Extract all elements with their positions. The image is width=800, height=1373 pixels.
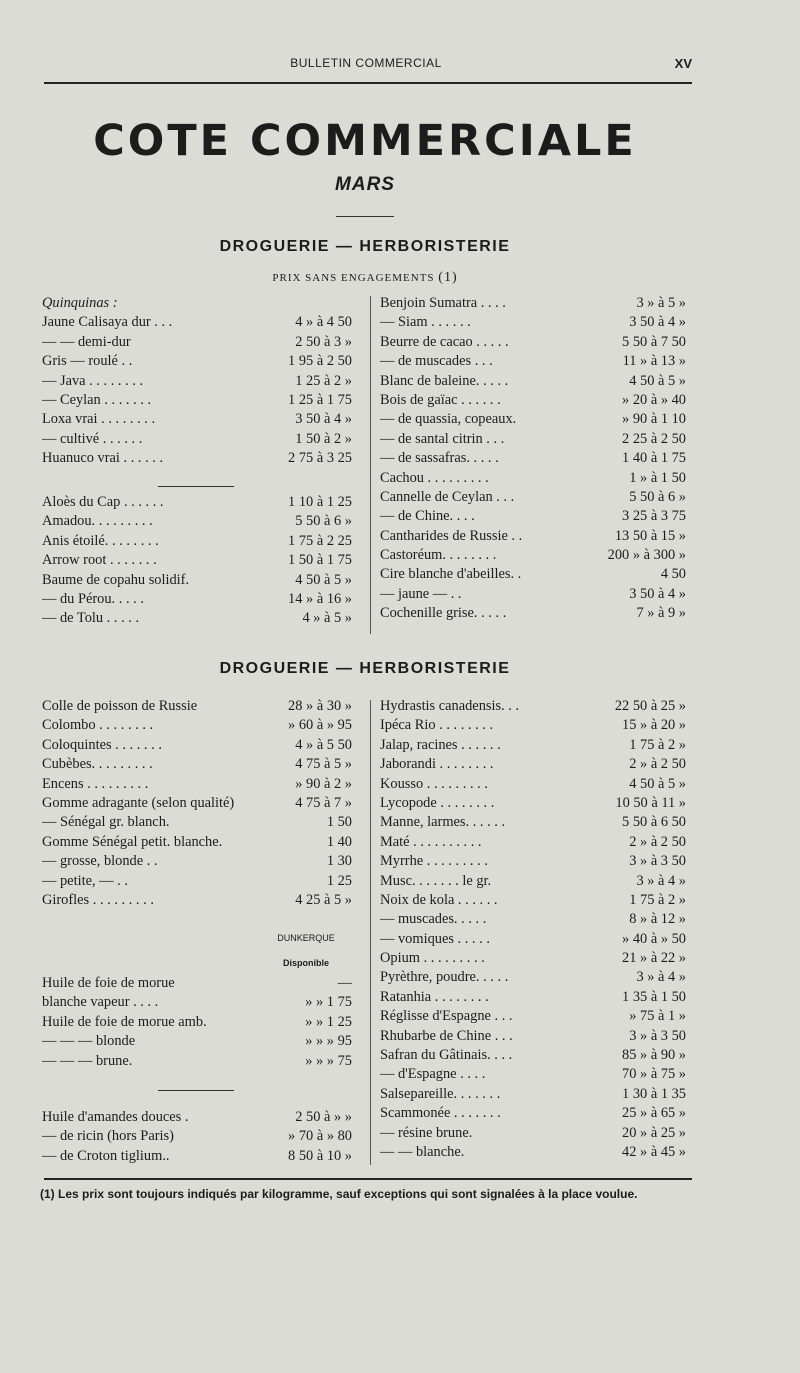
footnote-rule [44, 1178, 692, 1180]
item-name: — du Pérou. . . . . [42, 590, 144, 607]
item-price: 2 » à 2 50 [629, 833, 686, 850]
item-name: — Ceylan . . . . . . . [42, 391, 152, 408]
price-row [380, 794, 698, 813]
item-name: — — blanche. [380, 1143, 465, 1160]
price-row [380, 1046, 698, 1065]
item-name: — de muscades . . . [380, 353, 493, 370]
item-name: — grosse, blonde . . [42, 853, 158, 870]
price-row [42, 852, 360, 871]
price-row [42, 449, 360, 468]
item-price: 42 » à 45 » [622, 1143, 686, 1160]
price-row [42, 891, 360, 910]
header-rule [44, 82, 692, 84]
item-price: 2 75 à 3 25 [288, 450, 352, 467]
item-name: — d'Espagne . . . . [380, 1066, 486, 1083]
item-name: Arrow root . . . . . . . [42, 552, 157, 569]
item-price: » 40 à » 50 [622, 930, 686, 947]
item-price: 22 50 à 25 » [614, 698, 686, 714]
price-list-left-top-b [42, 493, 360, 629]
price-list-right-bottom [380, 697, 698, 1162]
item-price: 2 50 à » » [295, 1109, 352, 1125]
item-name: Myrrhe . . . . . . . . . [380, 853, 488, 870]
item-name: Musc. . . . . . . le gr. [380, 872, 492, 889]
item-name: — — — blonde [42, 1033, 136, 1050]
price-list-left-bottom-a [42, 697, 360, 910]
item-name: Opium . . . . . . . . . [380, 950, 485, 967]
price-row [380, 755, 698, 774]
item-price: 1 75 à 2 » [629, 736, 686, 753]
title-divider [336, 216, 394, 217]
price-row [42, 993, 360, 1012]
item-name: Cubèbes. . . . . . . . . [42, 756, 153, 773]
item-price: 4 75 à 5 » [295, 756, 352, 773]
item-price: 1 40 [326, 833, 352, 850]
price-row [42, 755, 360, 774]
item-price: » » » 95 [305, 1033, 352, 1050]
item-name: Maté . . . . . . . . . . [380, 833, 482, 850]
price-row [380, 930, 698, 949]
item-price: 2 25 à 2 50 [622, 430, 686, 447]
price-row [42, 512, 360, 531]
price-row [42, 571, 360, 590]
item-name: — résine brune. [380, 1124, 473, 1141]
price-row [380, 697, 698, 716]
item-price: 1 50 à 2 » [295, 430, 352, 447]
item-name: Cannelle de Ceylan . . . [380, 488, 515, 505]
item-name: Quinquinas : [42, 295, 118, 311]
item-name: Scammonée . . . . . . . [380, 1105, 501, 1122]
price-list-left-bottom-c [42, 1108, 360, 1166]
item-price: 1 75 à 2 » [629, 891, 686, 908]
item-name: Anis étoilé. . . . . . . . [42, 532, 159, 549]
price-row [42, 410, 360, 429]
item-price: 1 30 à 1 35 [622, 1085, 686, 1102]
item-price: » » » 75 [305, 1052, 352, 1069]
price-row [380, 527, 698, 546]
item-price: 21 » à 22 » [622, 950, 686, 967]
item-price: 1 25 à 2 » [295, 372, 352, 389]
item-price: 1 95 à 2 50 [288, 353, 352, 370]
item-price: 1 40 à 1 75 [622, 450, 686, 467]
price-row [42, 697, 360, 716]
item-price: 85 » à 90 » [622, 1047, 686, 1064]
item-price: 200 » à 300 » [607, 547, 686, 564]
item-price: 1 75 à 2 25 [288, 532, 352, 549]
item-name: — Sénégal gr. blanch. [42, 814, 170, 831]
item-price: 10 50 à 11 » [615, 794, 686, 811]
price-row [42, 609, 360, 628]
price-row [42, 813, 360, 832]
item-name: — de sassafras. . . . . [380, 450, 499, 467]
item-price: 5 50 à 6 50 [622, 814, 686, 831]
item-price: 20 » à 25 » [622, 1124, 686, 1141]
item-price: 4 50 à 5 » [295, 571, 352, 588]
price-subheading [0, 270, 730, 286]
item-price: 4 50 [660, 566, 686, 583]
price-row [42, 1052, 360, 1071]
item-price: 3 50 à 4 » [629, 585, 686, 602]
price-list-right-top [380, 294, 698, 624]
item-price: 4 » à 5 50 [295, 736, 352, 753]
price-row [42, 716, 360, 735]
item-name: Colle de poisson de Russie [42, 698, 198, 714]
price-row [42, 372, 360, 391]
price-row [42, 736, 360, 755]
price-row [42, 1032, 360, 1051]
dunkerque-sublabel: Disponible [282, 958, 329, 968]
item-price: 1 35 à 1 50 [622, 988, 686, 1005]
price-row [42, 551, 360, 570]
item-name: Jaune Calisaya dur . . . [42, 314, 173, 331]
dunkerque-column-header [252, 932, 360, 970]
item-price: 1 25 [326, 872, 352, 889]
footnote-reference: (1) [438, 270, 458, 285]
section-heading-2: DROGUERIE — HERBORISTERIE [219, 660, 511, 677]
price-row [380, 546, 698, 565]
price-row [380, 391, 698, 410]
price-row [42, 1127, 360, 1146]
running-title: BULLETIN COMMERCIAL [290, 56, 442, 70]
price-row [380, 507, 698, 526]
item-name: Baume de copahu solidif. [42, 571, 190, 588]
price-row [380, 333, 698, 352]
item-price: 5 50 à 6 » [629, 488, 686, 505]
item-name: Aloès du Cap . . . . . . [42, 494, 164, 510]
item-price: 3 50 à 4 » [295, 411, 352, 428]
item-price: » 60 à » 95 [288, 717, 352, 734]
price-row [380, 736, 698, 755]
column-divider-top [370, 296, 371, 634]
item-price: 3 » à 5 » [636, 295, 686, 311]
item-name: — — demi-dur [42, 333, 131, 350]
item-price: 1 30 [326, 853, 352, 870]
price-row [42, 1013, 360, 1032]
price-list-left-bottom-b [42, 974, 360, 1071]
item-name: Kousso . . . . . . . . . [380, 775, 488, 792]
price-row [42, 1147, 360, 1166]
item-price: 1 50 [326, 814, 352, 831]
item-name: Amadou. . . . . . . . . [42, 513, 153, 530]
price-row [380, 585, 698, 604]
item-name: Coloquintes . . . . . . . [42, 736, 162, 753]
item-name: — de ricin (hors Paris) [42, 1128, 174, 1145]
price-row [380, 891, 698, 910]
item-name: Benjoin Sumatra . . . . [380, 295, 506, 311]
price-row [42, 775, 360, 794]
item-price: 3 » à 4 » [636, 969, 686, 986]
item-price: 28 » à 30 » [288, 698, 352, 714]
column-divider-bottom [370, 700, 371, 1165]
item-name: — — — brune. [42, 1052, 133, 1069]
item-name: Safran du Gâtinais. . . . [380, 1047, 513, 1064]
price-row [380, 1124, 698, 1143]
item-price: 25 » à 65 » [622, 1105, 686, 1122]
item-name: Manne, larmes. . . . . . [380, 814, 506, 831]
item-price: — [337, 975, 352, 991]
dunkerque-label: DUNKERQUE [277, 933, 335, 943]
price-row [380, 469, 698, 488]
item-price: 5 50 à 7 50 [622, 333, 686, 350]
item-price: » » 1 75 [305, 994, 352, 1011]
item-price: » 90 à 1 10 [622, 411, 686, 428]
price-row [42, 1108, 360, 1127]
item-name: — de quassia, copeaux. [380, 411, 517, 428]
price-row [42, 794, 360, 813]
price-row [42, 294, 360, 313]
item-price: » 90 à 2 » [295, 775, 352, 792]
item-price: 3 25 à 3 75 [622, 508, 686, 525]
item-price: 13 50 à 15 » [614, 527, 686, 544]
price-row [380, 968, 698, 987]
item-name: Girofles . . . . . . . . . [42, 891, 154, 908]
item-price: 1 25 à 1 75 [288, 391, 352, 408]
item-price: 4 50 à 5 » [629, 775, 686, 792]
price-row [380, 1143, 698, 1162]
item-name: Rhubarbe de Chine . . . [380, 1027, 513, 1044]
running-header [40, 56, 692, 74]
item-price: 5 50 à 6 » [295, 513, 352, 530]
item-price: 3 » à 3 50 [629, 1027, 686, 1044]
item-name: Cire blanche d'abeilles. . [380, 566, 522, 583]
item-price: 70 » à 75 » [622, 1066, 686, 1083]
item-name: — jaune — . . [380, 585, 462, 602]
footnote: (1) Les prix sont toujours indiqués par kilogramme, sauf exceptions qui sont signalées à la place voulue. [40, 1187, 638, 1201]
item-name: Huile de foie de morue [42, 975, 175, 991]
item-price: » 20 à » 40 [622, 391, 686, 408]
section-heading-1: DROGUERIE — HERBORISTERIE [219, 238, 511, 255]
price-row [380, 716, 698, 735]
item-price: 3 50 à 4 » [629, 314, 686, 331]
price-row [380, 988, 698, 1007]
item-name: Ratanhia . . . . . . . . [380, 988, 489, 1005]
item-price: » 75 à 1 » [629, 1008, 686, 1025]
item-price: 8 50 à 10 » [288, 1147, 352, 1164]
price-row [42, 333, 360, 352]
price-row [380, 313, 698, 332]
item-price: 1 50 à 1 75 [288, 552, 352, 569]
item-price: 1 » à 1 50 [629, 469, 686, 486]
item-name: Cantharides de Russie . . [380, 527, 523, 544]
item-name: — de Chine. . . . [380, 508, 475, 525]
item-name: Ipéca Rio . . . . . . . . [380, 717, 494, 734]
price-row [380, 604, 698, 623]
price-row [42, 833, 360, 852]
page-number: XV [674, 56, 692, 71]
price-row [380, 1104, 698, 1123]
price-row [380, 872, 698, 891]
price-row [380, 833, 698, 852]
group-divider [158, 1090, 234, 1091]
item-name: Huile d'amandes douces . [42, 1109, 189, 1125]
price-row [42, 313, 360, 332]
item-name: — petite, — . . [42, 872, 128, 889]
item-price: 4 » à 5 » [302, 610, 352, 627]
item-name: Jaborandi . . . . . . . . [380, 756, 494, 773]
price-row [42, 974, 360, 993]
price-row [42, 532, 360, 551]
item-price: » 70 à » 80 [288, 1128, 352, 1145]
item-name: — vomiques . . . . . [380, 930, 490, 947]
price-row [380, 352, 698, 371]
item-name: Cochenille grise. . . . . [380, 605, 507, 622]
item-name: Réglisse d'Espagne . . . [380, 1008, 513, 1025]
price-row [380, 449, 698, 468]
price-row [380, 565, 698, 584]
item-name: Colombo . . . . . . . . [42, 717, 154, 734]
item-name: Hydrastis canadensis. . . [380, 698, 520, 714]
item-price: 4 75 à 7 » [295, 794, 352, 811]
item-name: Gomme adragante (selon qualité) [42, 794, 235, 811]
item-name: Jalap, racines . . . . . . [380, 736, 501, 753]
item-name: — muscades. . . . . [380, 911, 487, 928]
subheading-text: PRIX SANS ENGAGEMENTS [272, 272, 435, 284]
item-price: 11 » à 13 » [622, 353, 686, 370]
item-name: Bois de gaïac . . . . . . [380, 391, 501, 408]
item-price: 15 » à 20 » [622, 717, 686, 734]
month-heading: MARS [335, 174, 395, 195]
item-name: Huile de foie de morue amb. [42, 1013, 207, 1030]
group-divider [158, 486, 234, 487]
item-price: 3 » à 3 50 [629, 853, 686, 870]
price-list-left-top-a [42, 294, 360, 469]
item-name: Loxa vrai . . . . . . . . [42, 411, 156, 428]
price-row [380, 372, 698, 391]
price-row [380, 1085, 698, 1104]
item-name: — de santal citrin . . . [380, 430, 505, 447]
price-row [380, 294, 698, 313]
price-row [42, 352, 360, 371]
item-price: 2 » à 2 50 [629, 756, 686, 773]
price-row [42, 493, 360, 512]
price-row [42, 872, 360, 891]
item-name: blanche vapeur . . . . [42, 994, 159, 1011]
price-row [380, 410, 698, 429]
item-name: Noix de kola . . . . . . [380, 891, 498, 908]
price-row [42, 590, 360, 609]
price-row [380, 852, 698, 871]
price-row [380, 430, 698, 449]
item-name: Salsepareille. . . . . . . [380, 1085, 501, 1102]
item-price: 8 » à 12 » [629, 911, 686, 928]
price-row [380, 910, 698, 929]
item-name: Beurre de cacao . . . . . [380, 333, 509, 350]
item-name: — de Croton tiglium.. [42, 1147, 170, 1164]
item-name: — de Tolu . . . . . [42, 610, 140, 627]
item-name: — cultivé . . . . . . [42, 430, 143, 447]
item-price: 7 » à 9 » [636, 605, 686, 622]
item-name: Gomme Sénégal petit. blanche. [42, 833, 223, 850]
item-name: Huanuco vrai . . . . . . [42, 450, 164, 467]
item-name: Castoréum. . . . . . . . [380, 547, 497, 564]
price-row [380, 775, 698, 794]
item-name: Encens . . . . . . . . . [42, 775, 149, 792]
item-name: — Java . . . . . . . . [42, 372, 144, 389]
page-title: COTE COMMERCIALE [93, 116, 637, 166]
item-name: Blanc de baleine. . . . . [380, 372, 509, 389]
item-name: Pyrèthre, poudre. . . . . [380, 969, 509, 986]
item-price: 4 25 à 5 » [295, 891, 352, 908]
item-price: 2 50 à 3 » [295, 333, 352, 350]
item-name: Cachou . . . . . . . . . [380, 469, 489, 486]
price-row [42, 391, 360, 410]
price-row [380, 813, 698, 832]
item-name: Gris — roulé . . [42, 353, 133, 370]
item-price: 1 10 à 1 25 [288, 494, 352, 510]
item-price: 4 50 à 5 » [629, 372, 686, 389]
item-price: 14 » à 16 » [288, 590, 352, 607]
item-name: Lycopode . . . . . . . . [380, 794, 495, 811]
price-row [380, 1027, 698, 1046]
price-row [380, 1065, 698, 1084]
price-row [380, 949, 698, 968]
item-price: » » 1 25 [305, 1013, 352, 1030]
price-row [380, 1007, 698, 1026]
item-name: — Siam . . . . . . [380, 314, 471, 331]
price-row [42, 430, 360, 449]
item-price: 4 » à 4 50 [295, 314, 352, 331]
price-row [380, 488, 698, 507]
item-price: 3 » à 4 » [636, 872, 686, 889]
